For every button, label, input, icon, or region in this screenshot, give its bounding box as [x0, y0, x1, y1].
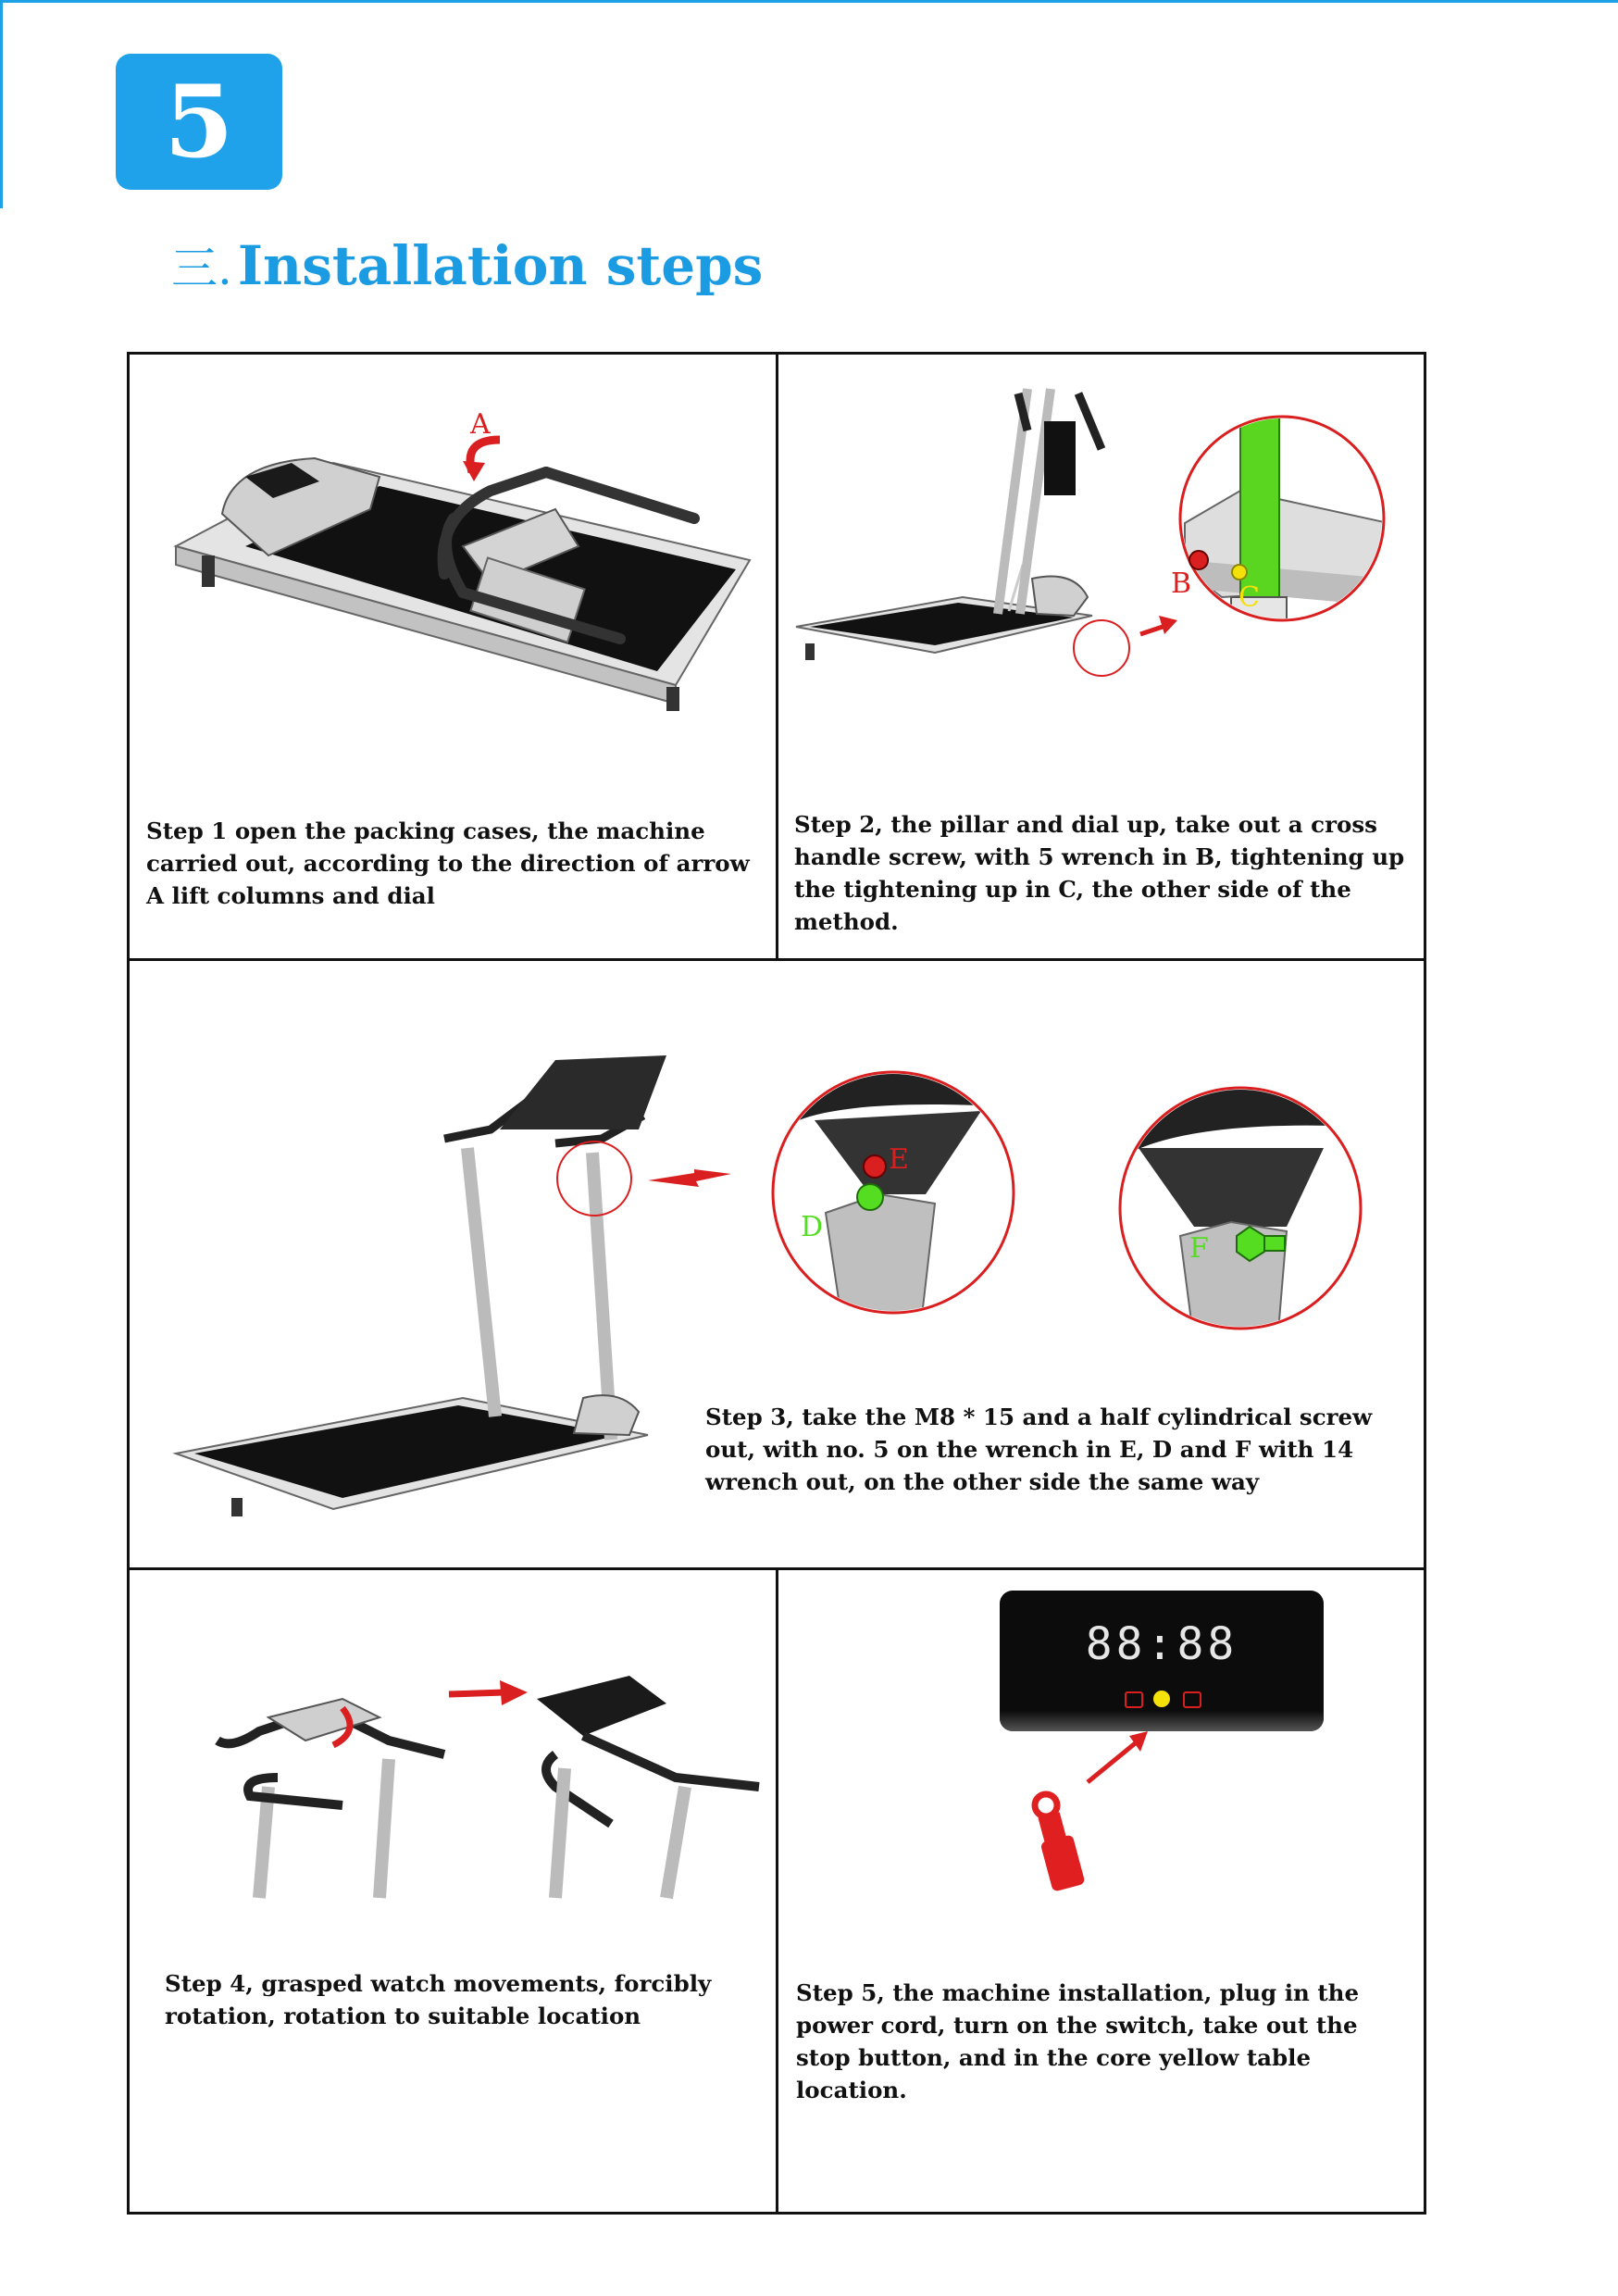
section-title	[171, 231, 763, 298]
step2-illustration	[796, 384, 1388, 699]
label-c: C	[1238, 581, 1260, 614]
label-a: A	[470, 408, 491, 441]
mode-button	[1183, 1691, 1201, 1708]
display-time: 88:88	[1085, 1618, 1238, 1670]
label-f: F	[1189, 1232, 1209, 1265]
step3-text: Step 3, take the M8 * 15 and a half cylindrical screw out, with no. 5 on the wrench in E, D and F with 14 wrench out, on the other side the same way	[705, 1404, 1373, 1495]
label-d: D	[801, 1211, 824, 1243]
step1-text: Step 1 open the packing cases, the machine carried out, according to the direction of arrow A lift columns and dial	[146, 817, 750, 909]
stop-button-slot	[1153, 1691, 1170, 1707]
safety-key-illustration	[1018, 1713, 1166, 1889]
grid-divider	[127, 958, 1426, 961]
console-display	[1000, 1591, 1324, 1731]
top-rule	[0, 0, 1618, 3]
grid-divider	[776, 352, 778, 958]
side-rule	[0, 0, 3, 208]
step4-illustration	[204, 1666, 778, 1898]
step5-text: Step 5, the machine installation, plug in the power cord, turn on the switch, take out the stop button, and in the core yellow table location.	[796, 1979, 1360, 2103]
label-b: B	[1171, 568, 1192, 600]
speed-button	[1125, 1691, 1143, 1708]
page-number-badge: 5	[116, 54, 282, 190]
section-prefix: 三.	[171, 242, 232, 295]
section-title-text: Installation steps	[237, 234, 764, 297]
step1-illustration	[157, 407, 768, 722]
step2-text: Step 2, the pillar and dial up, take out a cross handle screw, with 5 wrench in B, tightening up the tightening up in C, the other side of the method.	[794, 811, 1405, 935]
step4-text: Step 4, grasped watch movements, forcibly rotation, rotation to suitable location	[165, 1970, 712, 2029]
label-e: E	[889, 1143, 909, 1176]
